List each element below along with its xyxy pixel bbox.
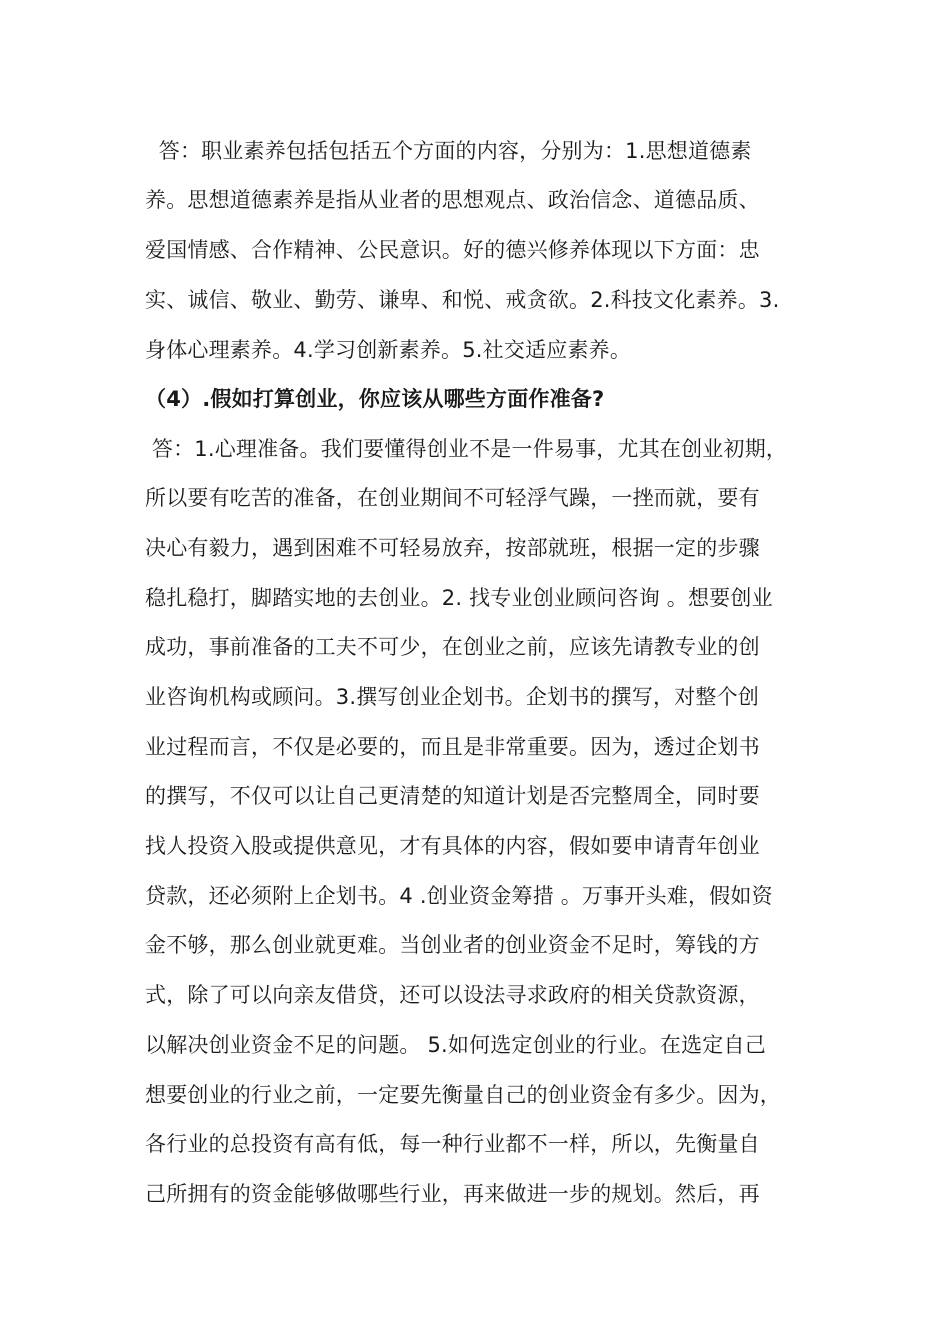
paragraph-line-14: 的撰写，不仅可以让自己更清楚的知道计划是否完整周全，同时要: [145, 784, 760, 808]
paragraph-line-21: 各行业的总投资有高有低，每一种行业都不一样，所以，先衡量自: [145, 1132, 760, 1156]
paragraph-line-19: 以解决创业资金不足的问题。 5.如何选定创业的行业。在选定自己: [145, 1033, 766, 1057]
paragraph-line-22: 己所拥有的资金能够做哪些行业，再来做进一步的规划。然后，再: [145, 1182, 760, 1206]
paragraph-line-7: 答：1.心理准备。我们要懂得创业不是一件易事，尤其在创业初期，: [145, 437, 788, 461]
paragraph-line-10: 稳扎稳打，脚踏实地的去创业。2. 找专业创业顾问咨询 。想要创业: [145, 586, 773, 610]
paragraph-line-18: 式，除了可以向亲友借贷，还可以设法寻求政府的相关贷款资源，: [145, 983, 760, 1007]
paragraph-line-3: 爱国情感、合作精神、公民意识。好的德兴修养体现以下方面：忠: [145, 238, 760, 262]
paragraph-line-11: 成功，事前准备的工夫不可少，在创业之前，应该先请教专业的创: [145, 635, 760, 659]
paragraph-line-17: 金不够，那么创业就更难。当创业者的创业资金不足时，筹钱的方: [145, 933, 760, 957]
paragraph-line-5: 身体心理素养。4.学习创新素养。5.社交适应素养。: [145, 338, 632, 362]
paragraph-line-1: 答：职业素养包括包括五个方面的内容，分别为：1.思想道德素: [145, 139, 752, 163]
paragraph-line-12: 业咨询机构或顾问。3.撰写创业企划书。企划书的撰写，对整个创: [145, 685, 760, 709]
paragraph-line-2: 养。思想道德素养是指从业者的思想观点、政治信念、道德品质、: [145, 188, 760, 212]
paragraph-line-13: 业过程而言，不仅是必要的，而且是非常重要。因为，透过企划书: [145, 735, 760, 759]
paragraph-line-16: 贷款，还必须附上企划书。4 .创业资金筹措 。万事开头难，假如资: [145, 884, 773, 908]
question-heading: （4）.假如打算创业，你应该从哪些方面作准备?: [145, 387, 605, 411]
paragraph-line-20: 想要创业的行业之前，一定要先衡量自己的创业资金有多少。因为，: [145, 1083, 781, 1107]
paragraph-line-9: 决心有毅力，遇到困难不可轻易放弃，按部就班，根据一定的步骤: [145, 536, 760, 560]
paragraph-line-8: 所以要有吃苦的准备，在创业期间不可轻浮气躁，一挫而就，要有: [145, 486, 760, 510]
paragraph-line-4: 实、诚信、敬业、勤劳、谦卑、和悦、戒贪欲。2.科技文化素养。3.: [145, 288, 780, 312]
paragraph-line-15: 找人投资入股或提供意见，才有具体的内容，假如要申请青年创业: [145, 834, 760, 858]
